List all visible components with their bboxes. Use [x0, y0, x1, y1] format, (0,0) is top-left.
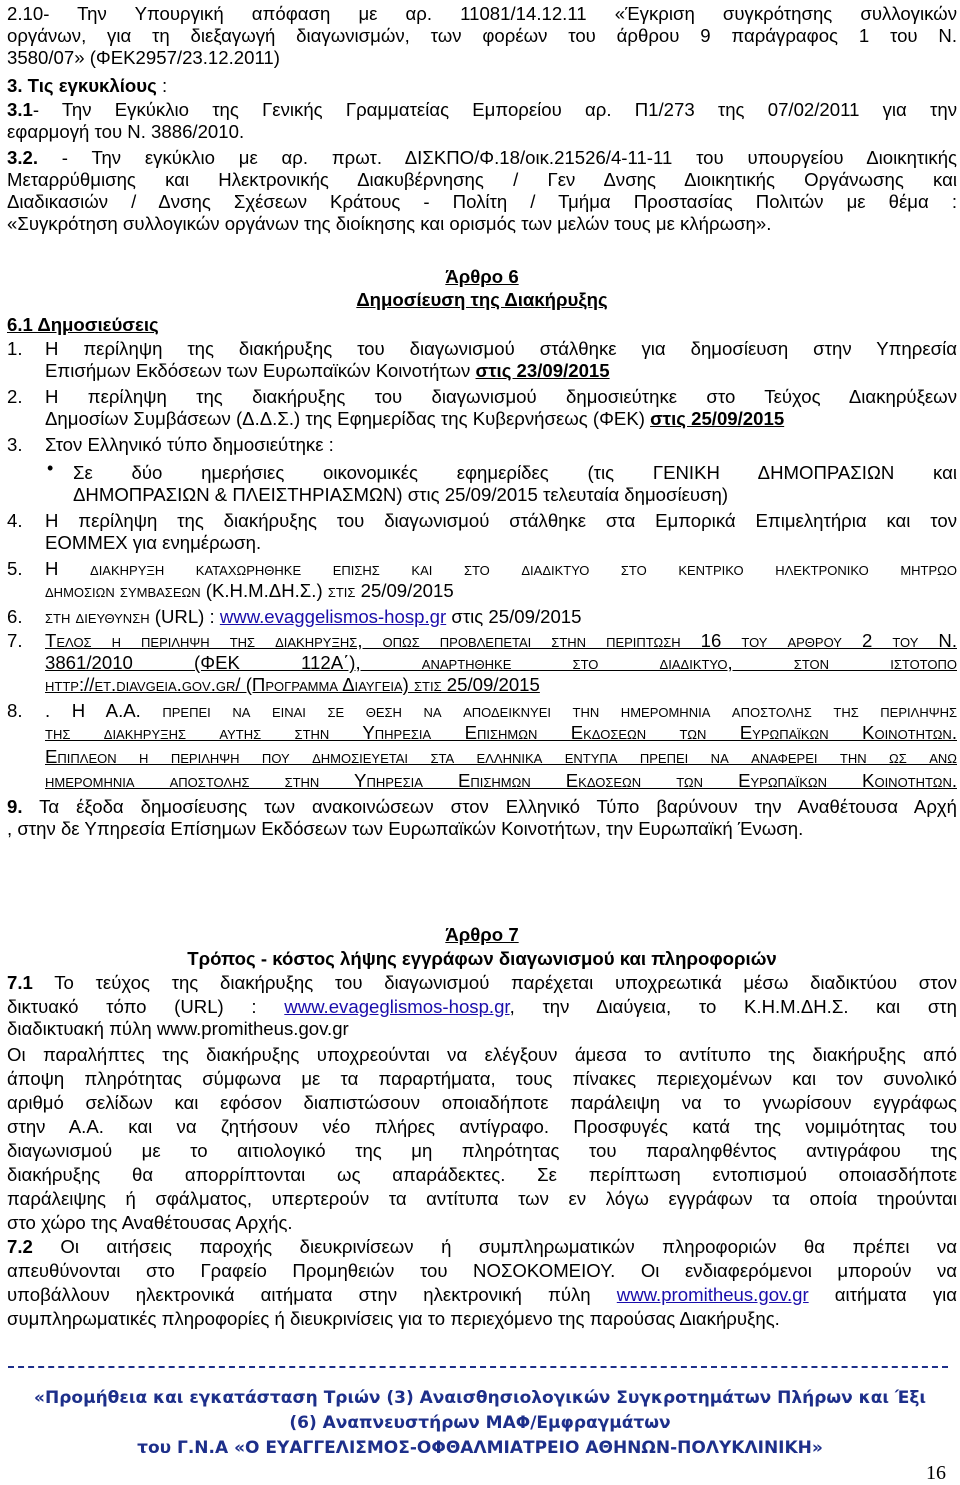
paragraph-line: ΕΟΜΜΕΧ για ενημέρωση. — [45, 532, 262, 553]
circular-text: - Την εγκύκλιο με αρ. πρωτ. ΔΙΣΚΠΟ/Φ.18/οικ.21526/4-11-11 του υπουργείου Διοικητικής — [38, 147, 957, 168]
paragraph-line: εφαρμογή του Ν. 3886/2010. — [7, 121, 245, 142]
paragraph-line: απευθύνονται στο Γραφείο Προμηθειών του ΝΟΣΟΚΟΜΕΙΟΥ. Οι ενδιαφερόμενοι μπορούν να — [7, 1260, 957, 1281]
article-7-subheading: Τρόπος - κόστος λήψης εγγράφων διαγωνισμού και πληροφοριών — [187, 948, 777, 969]
text-span: Δημοσίων Συμβάσεων (Δ.Δ.Σ.) της Εφημερίδας της Κυβερνήσεως (ΦΕΚ) — [45, 408, 651, 429]
paragraph-line: δημοσιων συμβασεων (Κ.Η.Μ.ΔΗ.Σ.) στις 25/09/2015 — [45, 580, 454, 601]
text-span: αιτήματα για — [808, 1284, 957, 1305]
item-number: 5. — [7, 558, 23, 579]
footer-line: «Προμήθεια και εγκατάσταση Τριών (3) Αναισθησιολογικών Συγκροτημάτων Πλήρων και Έξι — [34, 1388, 926, 1408]
paragraph-line: , στην δε Υπηρεσία Επίσημων Εκδόσεων των Ευρωπαϊκών Κοινοτήτων, την Ευρωπαϊκή Ένωση. — [7, 818, 804, 839]
paragraph-line: Οι παραλήπτες της διακήρυξης υποχρεούνται να ελέγξουν άμεσα το αντίτυπο της διακήρυξης από — [7, 1044, 957, 1065]
text-span: υποβάλλουν ηλεκτρονικά αιτήματα στην ηλεκτρονική πύλη — [7, 1284, 617, 1305]
paragraph-line: ΔΗΜΟΠΡΑΣΙΩΝ & ΠΛΕΙΣΤΗΡΙΑΣΜΩΝ) στις 25/09/2015 τελευταία δημοσίευση) — [73, 484, 729, 505]
paragraph-line — [7, 996, 957, 1018]
paragraph-line: διαδικτυακή πύλη www.promitheus.gov.gr — [7, 1018, 349, 1039]
text-span: στη διευθυνση (URL) : — [45, 606, 220, 627]
date-highlight: στις 25/09/2015 — [650, 408, 785, 429]
item-number: 3. — [7, 434, 23, 455]
paragraph-line — [45, 360, 957, 382]
paragraph-line: Διαδικασιών / Δνσης Σχέσεων Κράτους - Πολίτη / Τμήμα Προστασίας Πολιτών με θέμα : — [7, 191, 957, 212]
website-link[interactable]: www.evageglismos-hosp.gr — [284, 996, 510, 1017]
paragraph-line: Η περίληψη της διακήρυξης του διαγωνισμού δημοσιεύτηκε στο Τεύχος Διακηρύξεων — [45, 386, 957, 407]
text-span: δικτυακό τόπο (URL) : — [7, 996, 285, 1017]
footer-line: (6) Αναπνευστήρων ΜΑΦ/Εμφραγμάτων — [289, 1413, 671, 1433]
website-link[interactable]: www.promitheus.gov.gr — [616, 1284, 809, 1305]
section-6-1-title: 6.1 Δημοσιεύσεις — [7, 314, 159, 335]
item-number: 2. — [7, 386, 23, 407]
paragraph-line: στο χώρο της Αναθέτουσας Αρχής. — [7, 1212, 293, 1233]
paragraph-line: διακήρυξης θα απορρίπτονται ως απαράδεκτες. Σε περίπτωση εντοπισμού οποιασδήποτε — [7, 1164, 957, 1185]
paragraph-line: της διακηρυξης αυτης στην Υπηρεσια Επισημων Εκδοσεων των Ευρωπαϊκων Κοινοτητων. — [45, 722, 957, 743]
page-number: 16 — [926, 1462, 946, 1484]
paragraph-line: Στον Ελληνικό τύπο δημοσιεύτηκε : — [45, 434, 334, 455]
text-span: Το τεύχος της διακήρυξης του διαγωνισμού παρέχεται υποχρεωτικά μέσω διαδικτύου στον — [32, 972, 957, 993]
circulars-title: 3. Τις εγκυκλίους — [7, 75, 157, 96]
item-number: 1. — [7, 338, 23, 359]
paragraph-line: http://et.diavgeia.gov.gr/ (Προγραμμα Διαυγεια) στις 25/09/2015 — [45, 674, 540, 695]
circular-number: 3.1 — [7, 99, 33, 120]
paragraph-line: άποψη πληρότητας σύμφωνα με τα παραρτήματα, τους πίνακες περιεχομένων και τον συνολικό — [7, 1068, 957, 1089]
item-number: 9. — [7, 796, 23, 817]
section-number: 7.2 — [7, 1236, 33, 1257]
paragraph-line: 2.10- Την Υπουργική απόφαση με αρ. 11081/14.12.11 «Έγκριση συγκρότησης συλλογικών — [7, 3, 957, 24]
text-span: Οι αιτήσεις παροχής διευκρινίσεων ή συμπληρωματικών πληροφοριών θα πρέπει να — [32, 1236, 957, 1257]
paragraph-line: Η περίληψη της διακήρυξης του διαγωνισμού στάλθηκε για δημοσίευση στην Υπηρεσία — [45, 338, 957, 359]
paragraph-line: «Συγκρότηση συλλογικών οργάνων της διοίκησης και ορισμός των μελών τους με κλήρωση». — [7, 213, 772, 234]
item-number: 8. — [7, 700, 23, 721]
item-number: 6. — [7, 606, 23, 627]
section-number: 7.1 — [7, 972, 33, 993]
paragraph-line: συμπληρωματικές πληροφορίες ή διευκρινίσεις για το περιεχόμενο της παρούσας Διακήρυξης. — [7, 1308, 780, 1329]
date-highlight: στις 23/09/2015 — [475, 360, 610, 381]
circulars-colon: : — [156, 75, 168, 96]
paragraph-line: 3580/07» (ΦΕΚ2957/23.12.2011) — [7, 47, 280, 68]
paragraph-line — [45, 606, 957, 628]
circular-3-2-line — [7, 147, 957, 169]
bullet-icon: • — [47, 458, 54, 478]
paragraph-line: οργάνων, για τη διεξαγωγή διαγωνισμών, των φορέων του άρθρου 9 παράγραφος 1 του Ν. — [7, 25, 957, 46]
paragraph-line: Σε δύο ημερήσιες οικονομικές εφημερίδες (τις ΓΕΝΙΚΗ ΔΗΜΟΠΡΑΣΙΩΝ και — [73, 462, 957, 483]
article-6-heading: Άρθρο 6 — [445, 266, 519, 287]
paragraph-line: Η διακηρυξη καταχωρηθηκε επισης και στο διαδικτυο στο κεντρικο ηλεκτρονικο μητρωο — [45, 558, 957, 579]
circular-text: - Την Εγκύκλιο της Γενικής Γραμματείας Εμπορείου αρ. Π1/273 της 07/02/2011 για την — [32, 99, 957, 120]
article-7-heading: Άρθρο 7 — [445, 924, 519, 945]
paragraph-line: Μεταρρύθμισης και Ηλεκτρονικής Διακυβέρνησης / Γεν Δνσης Διοικητικής Οργάνωσης και — [7, 169, 957, 190]
paragraph-line: Επιπλεον η περιληψη που δημοσιευεται στα ελληνικα εντυπα πρεπει να αναφερει την ως ανω — [45, 746, 957, 767]
footer-divider — [8, 1366, 948, 1368]
item-number: 7. — [7, 630, 23, 651]
article-6-subheading: Δημοσίευση της Διακήρυξης — [356, 289, 608, 310]
paragraph-line: αριθμό σελίδων και εφόσον διαπιστώσουν οποιαδήποτε παράλειψη να το γνωρίσουν εγγράφως — [7, 1092, 957, 1113]
footer-line: του Γ.Ν.Α «Ο ΕΥΑΓΓΕΛΙΣΜΟΣ-ΟΦΘΑΛΜΙΑΤΡΕΙΟ ΑΘΗΝΩΝ-ΠΟΛΥΚΛΙΝΙΚΗ» — [137, 1438, 823, 1458]
circular-3-1-line — [7, 99, 957, 121]
website-link[interactable]: www.evaggelismos-hosp.gr — [219, 606, 447, 627]
paragraph-line: ημερομηνια αποστολης στην Υπηρεσια Επισημων Εκδοσεων των Ευρωπαϊκων Κοινοτητων. — [45, 770, 957, 791]
paragraph-line: στην Α.Α. και να ζητήσουν νέο πλήρες αντίγραφο. Προσφυγές κατά της νομιμότητας του — [7, 1116, 957, 1137]
paragraph-line: Η περίληψη της διακήρυξης του διαγωνισμού στάλθηκε στα Εμπορικά Επιμελητήρια και τον — [45, 510, 957, 531]
circulars-heading — [7, 75, 957, 97]
paragraph-line: 3861/2010 (ΦΕΚ 112Α΄), αναρτηθηκε στο διαδικτυο, στον ιστοτοπο — [45, 652, 957, 673]
paragraph-line — [45, 408, 957, 430]
paragraph-line — [7, 796, 957, 818]
text-span: στις 25/09/2015 — [446, 606, 582, 627]
circular-number: 3.2. — [7, 147, 39, 168]
text-span: , την Διαύγεια, το Κ.Η.Μ.ΔΗ.Σ. και στη — [509, 996, 957, 1017]
paragraph-line: . Η Α.Α. πρεπει να ειναι σε θεση να αποδεικνυει την ημερομηνια αποστολης της περιληψης — [45, 700, 957, 721]
paragraph-line — [7, 972, 957, 994]
paragraph-line: διαγωνισμού με το αιτιολογικό της μη πληρότητας του παραληφθέντος αντιγράφου της — [7, 1140, 957, 1161]
item-number: 4. — [7, 510, 23, 531]
paragraph-line — [7, 1284, 957, 1306]
paragraph-line — [7, 1236, 957, 1258]
paragraph-line: παράλειψης ή σφάλματος, υπερτερούν τα αντίτυπα των εν λόγω εγγράφων τα οποία τηρούνται — [7, 1188, 957, 1209]
text-span: Επισήμων Εκδόσεων των Ευρωπαϊκών Κοινοτήτων — [45, 360, 476, 381]
text-span: Τα έξοδα δημοσίευσης των ανακοινώσεων στον Ελληνικό Τύπο βαρύνουν την Αναθέτουσα Αρχή — [22, 796, 957, 817]
paragraph-line: Τελος η περιληψη της διακηρυξης, οπως προβλεπεται στην περιπτωση 16 του αρθρου 2 του Ν. — [45, 630, 957, 651]
